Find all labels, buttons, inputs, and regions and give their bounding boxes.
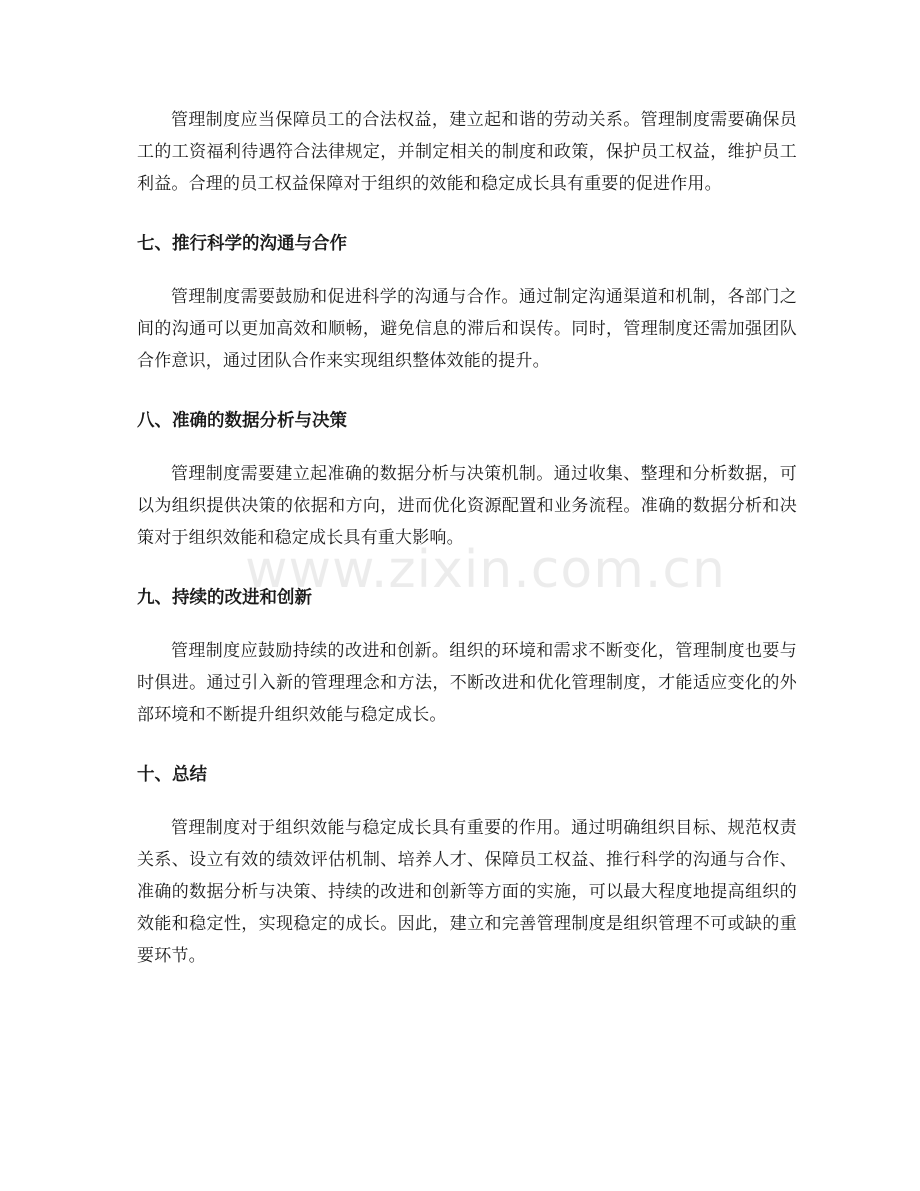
section-body-9: 管理制度应鼓励持续的改进和创新。组织的环境和需求不断变化，管理制度也要与时俱进。通过引入新的管理理念和方法，不断改进和优化管理制度，才能适应变化的外部环境和不断提升组织效能与稳定成长。 [137, 641, 797, 725]
watermark-text: www.zixin.com.cn [245, 540, 726, 600]
section-heading-10: 十、总结 [137, 765, 207, 785]
section-heading-8: 八、准确的数据分析与决策 [137, 411, 347, 431]
intro-paragraph: 管理制度应当保障员工的合法权益，建立起和谐的劳动关系。管理制度需要确保员工的工资福利待遇符合法律规定，并制定相关的制度和政策，保护员工权益，维护员工利益。合理的员工权益保障对于组织的效能和稳定成长具有重要的促进作用。 [137, 110, 797, 194]
section-body-8: 管理制度需要建立起准确的数据分析与决策机制。通过收集、整理和分析数据，可以为组织提供决策的依据和方向，进而优化资源配置和业务流程。准确的数据分析和决策对于组织效能和稳定成长具有重大影响。 [137, 464, 797, 548]
section-body-7: 管理制度需要鼓励和促进科学的沟通与合作。通过制定沟通渠道和机制，各部门之间的沟通可以更加高效和顺畅，避免信息的滞后和误传。同时，管理制度还需加强团队合作意识，通过团队合作来实现组织整体效能的提升。 [137, 287, 797, 371]
section-heading-9: 九、持续的改进和创新 [137, 588, 312, 608]
document-body [137, 104, 797, 972]
section-heading-7: 七、推行科学的沟通与合作 [137, 234, 347, 254]
section-body-10: 管理制度对于组织效能与稳定成长具有重要的作用。通过明确组织目标、规范权责关系、设立有效的绩效评估机制、培养人才、保障员工权益、推行科学的沟通与合作、准确的数据分析与决策、持续的改进和创新等方面的实施，可以最大程度地提高组织的效能和稳定性，实现稳定的成长。因此，建立和完善管理制度是组织管理不可或缺的重要环节。 [137, 818, 797, 966]
